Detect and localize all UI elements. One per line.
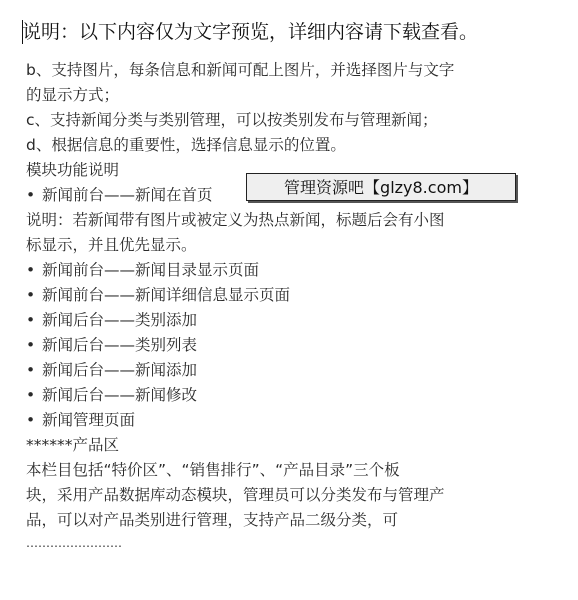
watermark-banner: 管理资源吧【glzy8.com】 (246, 173, 516, 201)
bullet-icon: • (26, 336, 36, 354)
bullet-icon: • (26, 386, 36, 404)
bullet-icon: • (26, 311, 36, 329)
list-item (26, 258, 558, 283)
bullet-icon: • (26, 286, 36, 304)
text-line: 品，可以对产品类别进行管理，支持产品二级分类，可 (26, 511, 399, 529)
list-item-text: 新闻后台——新闻添加 (42, 361, 198, 379)
list-item (26, 333, 558, 358)
truncation-ellipsis: …………………… (26, 536, 122, 550)
list-item-text: 新闻管理页面 (42, 411, 136, 429)
text-line: 说明：若新闻带有图片或被定义为热点新闻，标题后会有小图 (26, 211, 445, 229)
list-item (26, 308, 558, 333)
bullet-icon: • (26, 261, 36, 279)
text-line: 本栏目包括“特价区”、“销售排行”、“产品目录”三个板 (26, 461, 400, 479)
list-item-text: 新闻后台——类别列表 (42, 336, 198, 354)
list-item-text: 新闻后台——新闻修改 (42, 386, 198, 404)
list-item-text: 新闻前台——新闻在首页 (42, 186, 213, 204)
list-item (26, 283, 558, 308)
list-item (26, 358, 558, 383)
text-line: 的显示方式； (26, 86, 120, 104)
bullet-icon: • (26, 411, 36, 429)
list-item (26, 408, 558, 433)
text-line: 标显示，并且优先显示。 (26, 236, 197, 254)
list-item (26, 383, 558, 408)
bullet-icon: • (26, 186, 36, 204)
preview-notice: 说明：以下内容仅为文字预览，详细内容请下载查看。 (22, 21, 479, 43)
section-heading: ******产品区 (26, 436, 120, 454)
text-line: 块，采用产品数据库动态模块，管理员可以分类发布与管理产 (26, 486, 445, 504)
list-item-text: 新闻后台——类别添加 (42, 311, 198, 329)
document-body (26, 58, 558, 553)
text-line: b、支持图片，每条信息和新闻可配上图片，并选择图片与文字 (26, 61, 455, 79)
section-title: 模块功能说明 (26, 161, 120, 179)
text-line: c、支持新闻分类与类别管理，可以按类别发布与管理新闻； (26, 111, 438, 129)
text-line: d、根据信息的重要性，选择信息显示的位置。 (26, 136, 346, 154)
list-item-text: 新闻前台——新闻目录显示页面 (42, 261, 260, 279)
list-item-text: 新闻前台——新闻详细信息显示页面 (42, 286, 291, 304)
bullet-icon: • (26, 361, 36, 379)
